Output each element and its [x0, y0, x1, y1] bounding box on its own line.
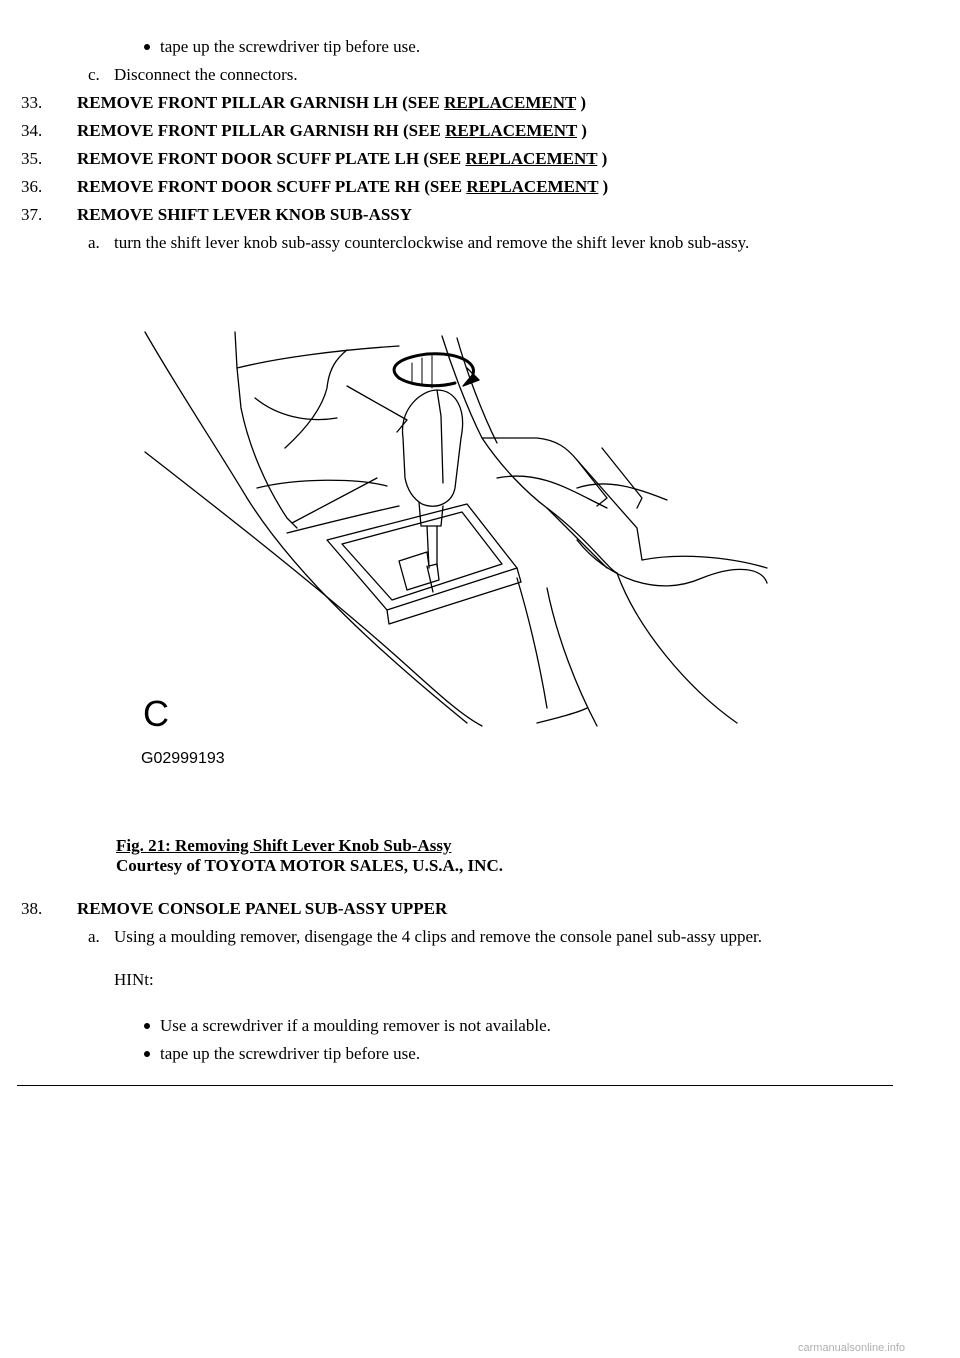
top-bullet: tape up the screwdriver tip before use.: [160, 37, 421, 56]
step-text: REMOVE FRONT PILLAR GARNISH RH (SEE REPLACEMENT ): [77, 121, 587, 140]
step-number: 35.: [21, 149, 43, 168]
substep-text: Using a moulding remover, disengage the 4 clips and remove the console panel sub-assy upper.: [114, 927, 762, 946]
step-text: REMOVE FRONT DOOR SCUFF PLATE LH (SEE REPLACEMENT ): [77, 149, 608, 168]
replacement-link[interactable]: REPLACEMENT: [466, 177, 599, 196]
substep-letter: a.: [88, 927, 100, 946]
step-number: 34.: [21, 121, 43, 140]
watermark: carmanualsonline.info: [798, 1342, 906, 1354]
image-code: G02999193: [141, 750, 225, 767]
step-number: 36.: [21, 177, 43, 196]
substep-text: Disconnect the connectors.: [114, 65, 298, 84]
substep-text: turn the shift lever knob sub-assy counterclockwise and remove the shift lever knob sub-assy.: [114, 233, 750, 252]
section-divider: [17, 1085, 893, 1086]
shift-knob-illustration: [137, 328, 777, 773]
hint-label: HINt:: [114, 970, 154, 989]
hint-bullet: Use a screwdriver if a moulding remover is not available.: [160, 1016, 551, 1035]
step-text: REMOVE CONSOLE PANEL SUB-ASSY UPPER: [77, 899, 448, 918]
replacement-link[interactable]: REPLACEMENT: [445, 121, 578, 140]
figure-caption-credit: Courtesy of TOYOTA MOTOR SALES, U.S.A., INC.: [116, 856, 503, 875]
step-number: 33.: [21, 93, 43, 112]
step-text: REMOVE SHIFT LEVER KNOB SUB-ASSY: [77, 205, 413, 224]
step-text: REMOVE FRONT PILLAR GARNISH LH (SEE REPLACEMENT ): [77, 93, 586, 112]
substep-letter: c.: [88, 65, 100, 84]
figure-caption-title: Fig. 21: Removing Shift Lever Knob Sub-Assy: [116, 836, 452, 855]
step-text: REMOVE FRONT DOOR SCUFF PLATE RH (SEE REPLACEMENT ): [77, 177, 609, 196]
replacement-link[interactable]: REPLACEMENT: [444, 93, 577, 112]
step-number: 38.: [21, 899, 43, 918]
hint-bullet: tape up the screwdriver tip before use.: [160, 1044, 421, 1063]
substep-letter: a.: [88, 233, 100, 252]
replacement-link[interactable]: REPLACEMENT: [465, 149, 598, 168]
view-label: C: [143, 693, 169, 734]
step-number: 37.: [21, 205, 43, 224]
